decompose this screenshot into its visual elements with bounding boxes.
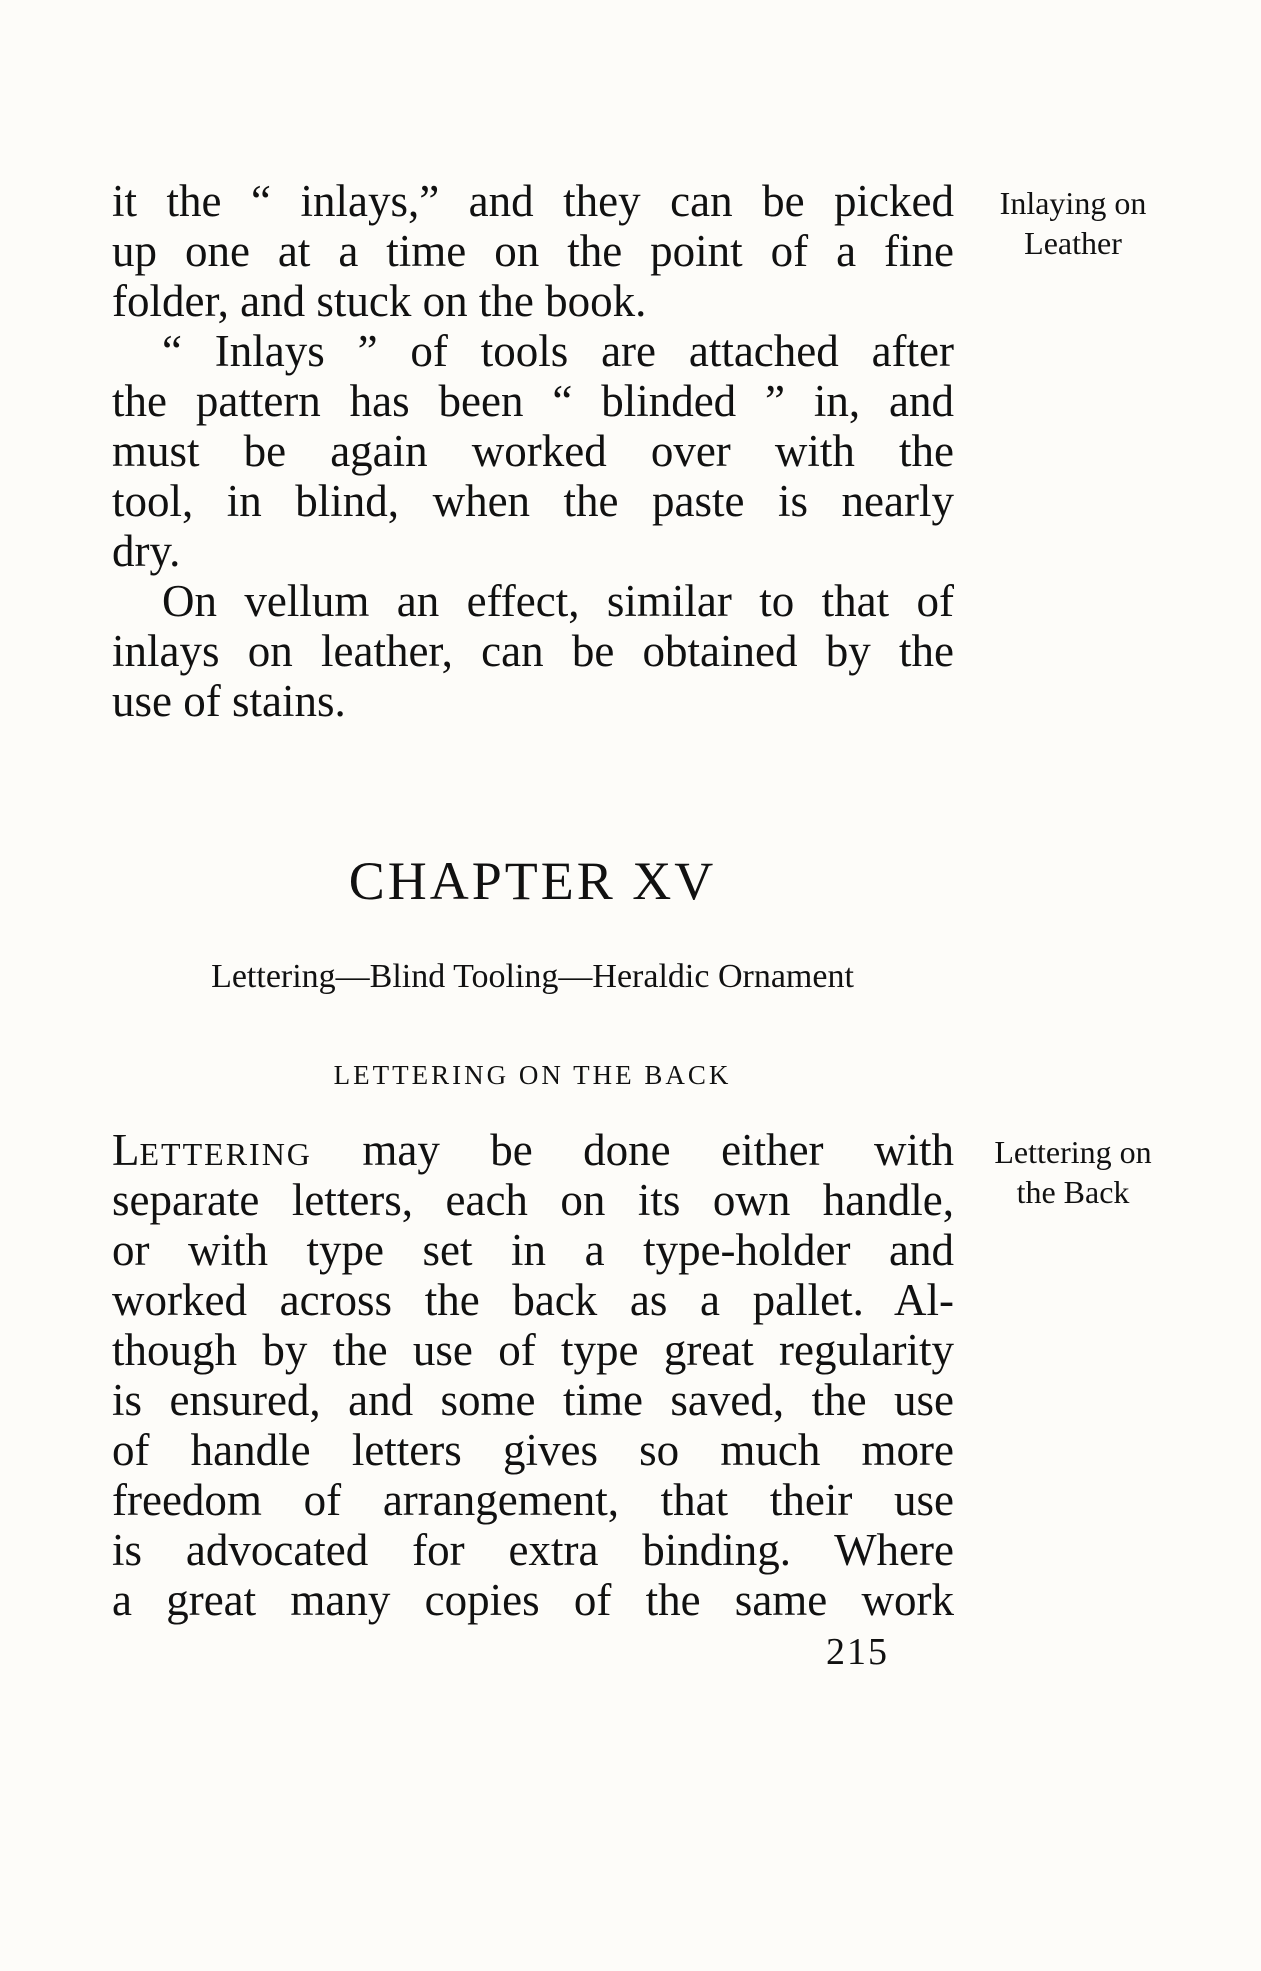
paragraph-first-line (112, 1125, 954, 1175)
margin-note-line: Lettering on (994, 1134, 1152, 1170)
text-line: use of stains. (112, 676, 346, 726)
text-line: “ Inlays ” of tools are attached after (162, 326, 954, 376)
text-line: it the “ inlays,” and they can be picked (112, 176, 954, 226)
text-line: tool, in blind, when the paste is nearly (112, 476, 954, 526)
paragraph-block-lettering (112, 1125, 954, 1625)
text-line: folder, and stuck on the book. (112, 276, 647, 326)
margin-note-line: Inlaying on (999, 185, 1147, 221)
text-line: up one at a time on the point of a fine (112, 226, 954, 276)
text-line: or with type set in a type-holder and (112, 1225, 954, 1275)
first-line-rest: may be done either with (311, 1125, 954, 1175)
text-line: is advocated for extra binding. Where (112, 1525, 954, 1575)
paragraph-block-inlays (112, 176, 954, 726)
margin-note-inlaying-on-leather (968, 183, 1178, 263)
section-heading: LETTERING ON THE BACK (333, 1060, 732, 1090)
text-line: a great many copies of the same work (112, 1575, 954, 1625)
lead-word-smallcaps: ETTERING (139, 1136, 312, 1172)
text-line: worked across the back as a pallet. Al- (112, 1275, 954, 1325)
text-line: dry. (112, 526, 181, 576)
text-line: freedom of arrangement, that their use (112, 1475, 954, 1525)
text-line: the pattern has been “ blinded ” in, and (112, 376, 954, 426)
text-line: On vellum an effect, similar to that of (162, 576, 954, 626)
page-number: 215 (826, 1631, 889, 1673)
text-line: is ensured, and some time saved, the use (112, 1375, 954, 1425)
text-line: though by the use of type great regularity (112, 1325, 954, 1375)
margin-note-lettering-on-the-back (968, 1132, 1178, 1212)
text-line: must be again worked over with the (112, 426, 954, 476)
margin-note-line: the Back (1016, 1174, 1130, 1210)
chapter-title: CHAPTER XV (348, 851, 717, 911)
chapter-subtitle: Lettering—Blind Tooling—Heraldic Ornament (211, 958, 854, 995)
lead-word-initial: L (112, 1125, 140, 1175)
text-line: of handle letters gives so much more (112, 1425, 954, 1475)
margin-note-line: Leather (1024, 225, 1122, 261)
text-line: inlays on leather, can be obtained by the (112, 626, 954, 676)
text-line: separate letters, each on its own handle, (112, 1175, 954, 1225)
